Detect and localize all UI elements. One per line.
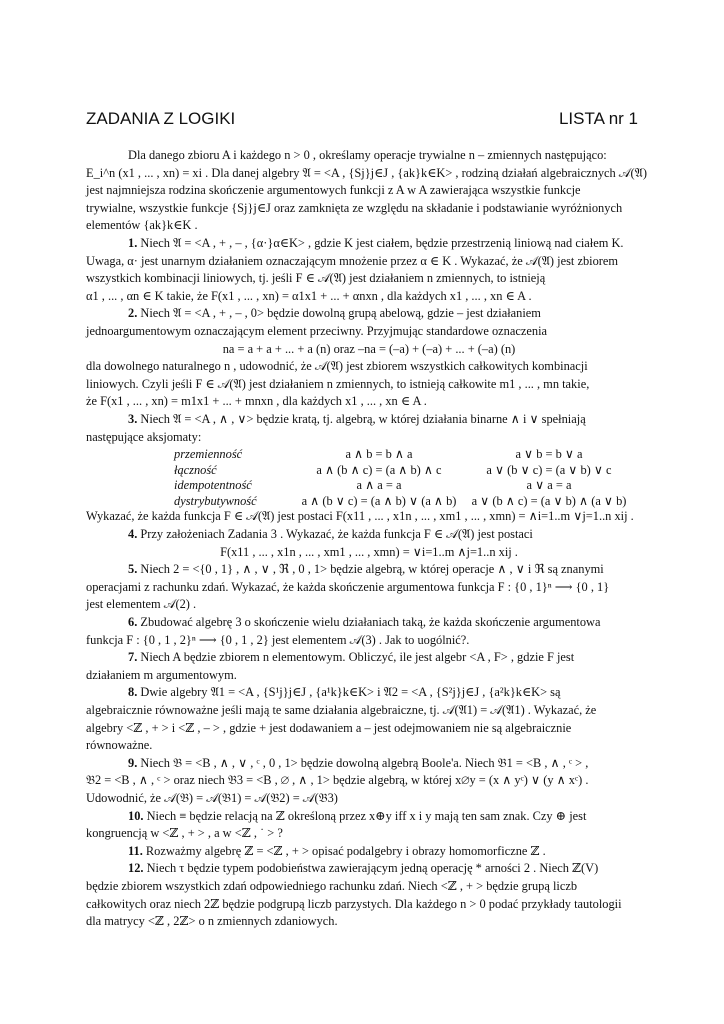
problem-text: dla dowolnego naturalnego n , udowodnić, że 𝒜(𝔄) jest zbiorem wszystkich całkowitych kombinacji xyxy=(86,359,588,374)
problem-text: jest elementem 𝒜(2) . xyxy=(86,597,197,612)
problem-1 xyxy=(86,236,652,252)
problem-number: 5. xyxy=(128,562,138,577)
problem-text: Udowodnić, że 𝒜(𝔅) = 𝒜(𝔅1) = 𝒜(𝔅2) = 𝒜(𝔅3) xyxy=(86,790,338,805)
problem-6 xyxy=(86,615,652,631)
problem-text: Niech ≡ będzie relacją na ℤ określoną przez x⊕y iff x i y mają ten sam znak. Czy ⊕ jest xyxy=(146,808,587,823)
problem-text: że F(x1 , ... , xn) = m1x1 + ... + mnxn , dla każdych x1 , ... , xn ∈ A . xyxy=(86,394,427,409)
problem-number: 1. xyxy=(128,235,138,250)
problem-number: 10. xyxy=(128,808,144,823)
axiom-name: idempotentność xyxy=(174,478,252,493)
problem-text: algebry <ℤ , + > i <ℤ , – > , gdzie + jest dodawaniem a – jest odejmowaniem nie są algebraicznie xyxy=(86,720,572,735)
problem-text: działaniem m argumentowym. xyxy=(86,667,237,682)
axiom-join: a ∨ a = a xyxy=(526,478,572,493)
problem-text: jednoargumentowym oznaczającym element przeciwny. Przyjmując standardowe oznaczenia xyxy=(86,323,548,338)
problem-text: Zbudować algebrę 3 o skończenie wielu działaniach taką, że każda skończenie argumentowa xyxy=(140,615,601,630)
problem-number: 7. xyxy=(128,650,138,665)
axiom-meet: a ∧ (b ∧ c) = (a ∧ b) ∧ c xyxy=(316,462,442,477)
problem-number: 3. xyxy=(128,411,138,426)
problem-text: dla matrycy <ℤ , 2ℤ> o n zmiennych zdaniowych. xyxy=(86,914,338,929)
problem-9 xyxy=(86,756,652,772)
problem-text: Dwie algebry 𝔄1 = <A , {S¹j}j∈J , {a¹k}k∈K> i 𝔄2 = <A , {S²j}j∈J , {a²k}k∈K> są xyxy=(140,685,561,700)
problem-text: Niech 𝔄 = <A , + , – , {α·}α∈K> , gdzie K jest ciałem, będzie przestrzenią liniową nad ciałem K. xyxy=(140,235,624,250)
problem-number: 4. xyxy=(128,527,138,542)
axiom-meet: a ∧ a = a xyxy=(356,478,402,493)
problem-text: algebraicznie równoważne jeśli mają te same działania algebraiczne, tj. 𝒜(𝔄1) = 𝒜(𝔄1) . Wykazać, że xyxy=(86,703,597,717)
problem-10 xyxy=(86,809,652,825)
problem-text: Niech 𝔄 = <A , + , – , 0> będzie dowolną grupą abelową, gdzie – jest działaniem xyxy=(140,306,541,321)
problem-number: 8. xyxy=(128,685,138,700)
document-title: ZADANIA Z LOGIKI xyxy=(86,109,236,128)
axiom-meet: a ∧ b = b ∧ a xyxy=(345,447,413,462)
problem-5 xyxy=(86,562,652,578)
problem-text: Uwaga, α· jest unarnym działaniem oznaczającym mnożenie przez α ∈ K . Wykazać, że 𝒜(𝔄) jest zbiorem xyxy=(86,253,619,268)
problem-text: następujące aksjomaty: xyxy=(86,429,202,444)
header xyxy=(86,109,638,131)
problem-8 xyxy=(86,685,652,701)
problem-text: wszystkich kombinacji liniowych, tj. jeśli F ∈ 𝒜(𝔄) jest działaniem n zmiennych, to istnieją xyxy=(86,271,546,286)
intro-line: elementów {ak}k∈K . xyxy=(86,218,198,233)
problem-12 xyxy=(86,861,652,877)
problem-text: Niech τ będzie typem podobieństwa zawierającym jedną operację * arności 2 . Niech ℤ(V) xyxy=(146,861,599,876)
problem-text: Wykazać, że każda funkcja F ∈ 𝒜(𝔄) jest postaci F(x11 , ... , x1n , ... , xm1 , ... , xmn) = ∧i=1..m ∨j=1..n xij . xyxy=(86,509,634,524)
problem-text: kongruencją w <ℤ , + > , a w <ℤ , ˙ > ? xyxy=(86,826,283,841)
problem-number: 12. xyxy=(128,861,144,876)
axiom-meet: a ∧ (b ∨ c) = (a ∧ b) ∨ (a ∧ b) xyxy=(301,493,457,508)
problem-number: 2. xyxy=(128,306,138,321)
problem-number: 9. xyxy=(128,755,138,770)
problem-11 xyxy=(86,844,652,860)
problem-text: operacjami z rachunku zdań. Wykazać, że każda skończenie argumentowa funkcja F : {0 , 1}ⁿ ⟶ {0 , 1} xyxy=(86,579,610,594)
problem-number: 6. xyxy=(128,615,138,630)
list-number: LISTA nr 1 xyxy=(558,109,638,128)
axioms-table xyxy=(174,447,652,509)
formula: F(x11 , ... , x1n , ... , xm1 , ... , xmn) = ∨i=1..m ∧j=1..n xij . xyxy=(220,544,518,559)
problem-number: 11. xyxy=(128,843,143,858)
problem-3 xyxy=(86,412,652,428)
intro-line: E_i^n (x1 , ... , xn) = xi . Dla danej algebry 𝔄 = <A , {Sj}j∈J , {ak}k∈K> , rodziną działań algebraicznych 𝒜(𝔄) xyxy=(86,165,647,180)
axiom-name: przemienność xyxy=(174,447,243,462)
problem-text: Przy założeniach Zadania 3 . Wykazać, że każda funkcja F ∈ 𝒜(𝔄) jest postaci xyxy=(140,527,533,542)
axiom-join: a ∨ (b ∧ c) = (a ∨ b) ∧ (a ∨ b) xyxy=(471,493,627,508)
problem-4 xyxy=(86,527,652,543)
problem-text: Rozważmy algebrę ℤ = <ℤ , + > opisać podalgebry i obrazy homomorficzne ℤ . xyxy=(145,843,546,858)
problem-text: równoważne. xyxy=(86,738,153,753)
problem-text: całkowitych oraz niech 2ℤ będzie podgrupą liczb parzystych. Dla każdego n > 0 podać przykłady tautologii xyxy=(86,896,622,911)
problem-text: liniowych. Czyli jeśli F ∈ 𝒜(𝔄) jest działaniem n zmiennych, to istnieją całkowite m1 , ... , mn takie, xyxy=(86,376,590,391)
formula: na = a + a + ... + a (n) oraz –na = (–a) + (–a) + ... + (–a) (n) xyxy=(222,341,516,356)
problem-7 xyxy=(86,650,652,666)
axiom-join: a ∨ b = b ∨ a xyxy=(515,447,583,462)
problem-text: Niech 2 = <{0 , 1} , ∧ , ∨ , ℜ , 0 , 1> będzie algebrą, w której operacje ∧ , ∨ i ℜ są znanymi xyxy=(140,562,604,577)
intro-line: trywialne, wszystkie funkcje {Sj}j∈J oraz zamknięta ze względu na składanie i podstawianie wyróżnionych xyxy=(86,200,623,215)
axiom-name: dystrybutywność xyxy=(174,493,257,508)
problem-text: Niech 𝔄 = <A , ∧ , ∨> będzie kratą, tj. algebrą, w której działania binarne ∧ i ∨ spełniają xyxy=(140,411,586,426)
axiom-name: łączność xyxy=(174,462,217,477)
problem-text: funkcja F : {0 , 1 , 2}ⁿ ⟶ {0 , 1 , 2} jest elementem 𝒜(3) . Jak to uogólnić?. xyxy=(86,632,470,647)
intro-line: Dla danego zbioru A i każdego n > 0 , określamy operacje trywialne n – zmiennych następująco: xyxy=(128,148,607,162)
axiom-join: a ∨ (b ∨ c) = (a ∨ b) ∨ c xyxy=(486,462,612,477)
problem-text: Niech 𝔅 = <B , ∧ , ∨ , ᶜ , 0 , 1> będzie dowolną algebrą Boole'a. Niech 𝔅1 = <B , ∧ , ᶜ > , xyxy=(140,755,589,770)
document-body xyxy=(86,148,652,932)
problem-text: Niech A będzie zbiorem n elementowym. Obliczyć, ile jest algebr <A , F> , gdzie F jest xyxy=(140,650,575,665)
problem-text: będzie zbiorem wszystkich zdań odpowiedniego rachunku zdań. Niech <ℤ , + > będzie grupą liczb xyxy=(86,878,578,893)
problem-text: α1 , ... , αn ∈ K takie, że F(x1 , ... , xn) = α1x1 + ... + αnxn , dla każdych x1 , ... , xn ∈ A . xyxy=(86,288,532,303)
intro-line: jest najmniejsza rodzina skończenie argumentowych funkcji z A w A zawierająca wszystkie funkcje xyxy=(86,183,581,198)
problem-text: 𝔅2 = <B , ∧ , ᶜ > oraz niech 𝔅3 = <B , ∅ , ∧ , 1> będzie algebrą, w której x∅y = (x ∧ yᶜ) ∨ (y ∧ xᶜ) . xyxy=(86,773,589,788)
problem-2 xyxy=(86,306,652,322)
